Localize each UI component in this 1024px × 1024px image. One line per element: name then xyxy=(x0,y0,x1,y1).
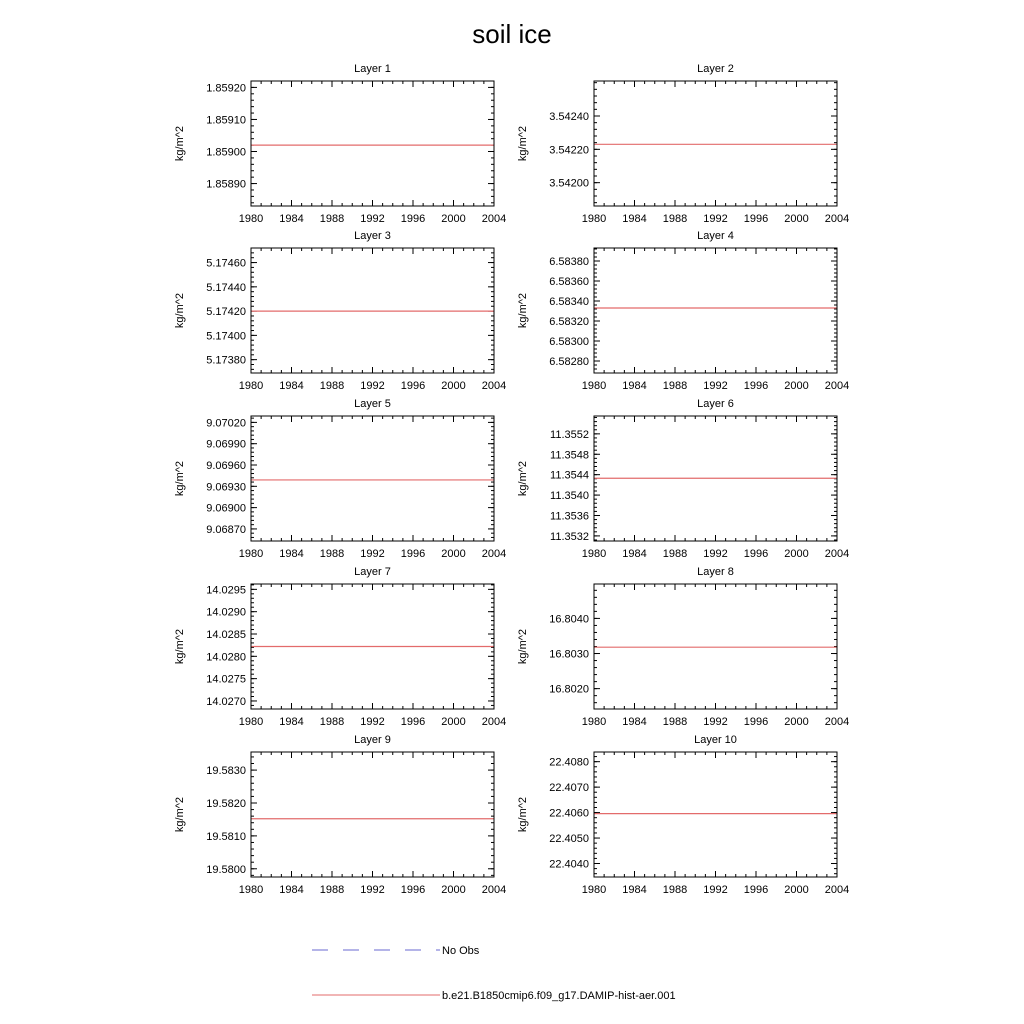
y-tick-label: 1.85890 xyxy=(206,178,246,191)
panel-title: Layer 1 xyxy=(354,63,391,75)
figure-title: soil ice xyxy=(472,19,552,49)
x-tick-label: 1988 xyxy=(662,380,688,392)
x-tick-label: 1996 xyxy=(400,716,426,728)
x-tick-label: 1980 xyxy=(581,884,607,896)
x-tick-label: 1984 xyxy=(279,716,304,728)
panel-title: Layer 9 xyxy=(354,734,391,746)
y-tick-label: 22.4060 xyxy=(549,807,589,820)
y-axis-label: kg/m^2 xyxy=(517,628,529,665)
panel-layer-6 xyxy=(517,398,849,560)
x-tick-label: 1984 xyxy=(622,548,647,560)
x-tick-label: 1984 xyxy=(279,548,304,560)
y-tick-label: 6.58340 xyxy=(549,296,589,308)
y-tick-label: 19.5810 xyxy=(206,830,246,843)
x-tick-label: 1992 xyxy=(360,213,385,225)
y-tick-label: 11.3548 xyxy=(550,449,589,462)
y-tick-label: 22.4050 xyxy=(549,833,589,846)
legend xyxy=(312,945,676,1002)
x-tick-label: 1988 xyxy=(662,213,688,225)
x-tick-label: 1980 xyxy=(581,716,607,728)
y-tick-label: 14.0270 xyxy=(206,695,246,708)
x-tick-label: 2004 xyxy=(481,380,507,392)
y-tick-label: 6.58360 xyxy=(549,276,589,288)
legend-label-no-obs: No Obs xyxy=(442,945,480,957)
panel-layer-4 xyxy=(517,230,849,392)
y-tick-label: 6.58280 xyxy=(549,356,589,368)
y-tick-label: 9.06870 xyxy=(206,523,246,536)
x-tick-label: 2000 xyxy=(441,548,466,560)
x-tick-label: 1988 xyxy=(662,884,688,896)
x-tick-label: 1988 xyxy=(662,548,688,560)
x-tick-label: 1984 xyxy=(622,884,647,896)
x-tick-label: 2004 xyxy=(824,213,850,225)
x-tick-label: 1988 xyxy=(319,213,345,225)
panel-layer-1 xyxy=(174,63,506,225)
y-tick-label: 14.0290 xyxy=(206,606,246,619)
x-tick-label: 1980 xyxy=(581,213,607,225)
x-tick-label: 1984 xyxy=(279,380,304,392)
y-tick-label: 22.4040 xyxy=(549,858,589,871)
x-tick-label: 1996 xyxy=(743,716,769,728)
x-tick-label: 2000 xyxy=(784,380,809,392)
y-axis-label: kg/m^2 xyxy=(174,292,186,329)
x-tick-label: 1984 xyxy=(622,380,647,392)
panel-title: Layer 4 xyxy=(697,230,734,242)
y-tick-label: 16.8030 xyxy=(549,648,589,661)
x-tick-label: 1988 xyxy=(319,380,345,392)
y-tick-label: 11.3536 xyxy=(550,510,589,523)
y-tick-label: 3.54220 xyxy=(549,144,589,157)
panel-title: Layer 8 xyxy=(697,566,734,578)
x-tick-label: 1996 xyxy=(400,213,426,225)
y-axis-label: kg/m^2 xyxy=(174,628,186,665)
y-axis-label: kg/m^2 xyxy=(174,460,186,497)
panel-layer-5 xyxy=(174,398,506,560)
panel-title: Layer 2 xyxy=(697,63,734,75)
x-tick-label: 1992 xyxy=(703,380,728,392)
plot-frame xyxy=(594,81,837,206)
plot-frame xyxy=(251,416,494,541)
x-tick-label: 1992 xyxy=(703,213,728,225)
legend-label-model: b.e21.B1850cmip6.f09_g17.DAMIP-hist-aer.001 xyxy=(442,990,676,1002)
y-axis-label: kg/m^2 xyxy=(174,125,186,162)
x-tick-label: 1992 xyxy=(703,548,728,560)
x-tick-label: 1992 xyxy=(360,884,385,896)
x-tick-label: 1980 xyxy=(238,716,264,728)
y-tick-label: 9.07020 xyxy=(206,417,246,430)
y-tick-label: 22.4080 xyxy=(549,756,589,769)
x-tick-label: 1992 xyxy=(360,716,385,728)
x-tick-label: 1996 xyxy=(743,380,769,392)
y-tick-label: 14.0285 xyxy=(206,629,246,641)
x-tick-label: 1996 xyxy=(400,380,426,392)
plot-frame xyxy=(594,584,837,709)
x-tick-label: 2000 xyxy=(441,884,466,896)
y-tick-label: 19.5830 xyxy=(206,765,246,778)
y-tick-label: 5.17380 xyxy=(206,354,246,367)
x-tick-label: 1984 xyxy=(279,213,304,225)
x-tick-label: 2004 xyxy=(481,884,507,896)
y-tick-label: 22.4070 xyxy=(549,782,589,795)
y-tick-label: 6.58300 xyxy=(549,336,589,348)
x-tick-label: 2000 xyxy=(441,380,466,392)
x-tick-label: 1980 xyxy=(581,380,607,392)
x-tick-label: 2000 xyxy=(784,548,809,560)
panel-title: Layer 5 xyxy=(354,398,391,410)
x-tick-label: 2000 xyxy=(784,884,809,896)
x-tick-label: 1992 xyxy=(703,884,728,896)
y-tick-label: 1.85920 xyxy=(206,82,246,95)
panel-layer-9 xyxy=(174,734,506,896)
panel-layer-10 xyxy=(517,734,849,896)
x-tick-label: 1996 xyxy=(743,884,769,896)
x-tick-label: 1988 xyxy=(319,548,345,560)
y-tick-label: 11.3552 xyxy=(550,428,589,441)
x-tick-label: 1984 xyxy=(622,213,647,225)
panel-title: Layer 10 xyxy=(694,734,737,746)
plot-frame xyxy=(594,248,837,373)
y-axis-label: kg/m^2 xyxy=(174,796,186,833)
panel-title: Layer 3 xyxy=(354,230,391,242)
x-tick-label: 1984 xyxy=(279,884,304,896)
x-tick-label: 2004 xyxy=(824,884,850,896)
panels xyxy=(174,63,849,896)
panel-layer-3 xyxy=(174,230,506,392)
x-tick-label: 1980 xyxy=(238,213,264,225)
x-tick-label: 1992 xyxy=(703,716,728,728)
x-tick-label: 1996 xyxy=(400,884,426,896)
y-tick-label: 3.54240 xyxy=(549,111,589,123)
y-tick-label: 19.5800 xyxy=(206,863,246,876)
x-tick-label: 2000 xyxy=(784,716,809,728)
y-axis-label: kg/m^2 xyxy=(517,292,529,329)
x-tick-label: 1980 xyxy=(581,548,607,560)
y-tick-label: 11.3544 xyxy=(550,469,589,482)
panel-layer-8 xyxy=(517,566,849,728)
y-tick-label: 1.85910 xyxy=(206,114,246,127)
y-tick-label: 14.0275 xyxy=(206,673,246,686)
panel-layer-7 xyxy=(174,566,506,728)
y-tick-label: 9.06960 xyxy=(206,460,246,473)
y-tick-label: 16.8020 xyxy=(549,683,589,696)
y-axis-label: kg/m^2 xyxy=(517,796,529,833)
x-tick-label: 1996 xyxy=(400,548,426,560)
plot-frame xyxy=(251,81,494,206)
x-tick-label: 1980 xyxy=(238,548,264,560)
x-tick-label: 1988 xyxy=(319,716,345,728)
plot-frame xyxy=(251,752,494,877)
panel-title: Layer 7 xyxy=(354,566,391,578)
plot-frame xyxy=(251,248,494,373)
panel-title: Layer 6 xyxy=(697,398,734,410)
x-tick-label: 1984 xyxy=(622,716,647,728)
x-tick-label: 2004 xyxy=(824,716,850,728)
y-tick-label: 19.5820 xyxy=(206,797,246,810)
x-tick-label: 1996 xyxy=(743,548,769,560)
y-tick-label: 6.58320 xyxy=(549,316,589,328)
y-axis-label: kg/m^2 xyxy=(517,125,529,162)
plot-frame xyxy=(594,752,837,877)
y-tick-label: 5.17440 xyxy=(206,281,246,294)
panel-layer-2 xyxy=(517,63,849,225)
y-tick-label: 5.17420 xyxy=(206,306,246,319)
y-tick-label: 9.06930 xyxy=(206,481,246,494)
x-tick-label: 1988 xyxy=(662,716,688,728)
x-tick-label: 1992 xyxy=(360,380,385,392)
x-tick-label: 2004 xyxy=(481,213,507,225)
y-tick-label: 9.06900 xyxy=(206,502,246,515)
x-tick-label: 1996 xyxy=(743,213,769,225)
y-tick-label: 14.0295 xyxy=(206,584,246,597)
y-tick-label: 14.0280 xyxy=(206,651,246,664)
y-tick-label: 11.3540 xyxy=(550,490,589,503)
x-tick-label: 2004 xyxy=(481,716,507,728)
x-tick-label: 1980 xyxy=(238,884,264,896)
x-tick-label: 1980 xyxy=(238,380,264,392)
x-tick-label: 2004 xyxy=(481,548,507,560)
y-tick-label: 9.06990 xyxy=(206,438,246,451)
x-tick-label: 2004 xyxy=(824,380,850,392)
x-tick-label: 2000 xyxy=(441,716,466,728)
x-tick-label: 2004 xyxy=(824,548,850,560)
x-tick-label: 2000 xyxy=(784,213,809,225)
x-tick-label: 1988 xyxy=(319,884,345,896)
y-tick-label: 6.58380 xyxy=(549,256,589,268)
y-axis-label: kg/m^2 xyxy=(517,460,529,497)
y-tick-label: 16.8040 xyxy=(549,613,589,626)
y-tick-label: 5.17400 xyxy=(206,330,246,343)
y-tick-label: 3.54200 xyxy=(549,177,589,190)
x-tick-label: 2000 xyxy=(441,213,466,225)
x-tick-label: 1992 xyxy=(360,548,385,560)
y-tick-label: 1.85900 xyxy=(206,146,246,159)
y-tick-label: 11.3532 xyxy=(550,530,589,543)
y-tick-label: 5.17460 xyxy=(206,257,246,270)
